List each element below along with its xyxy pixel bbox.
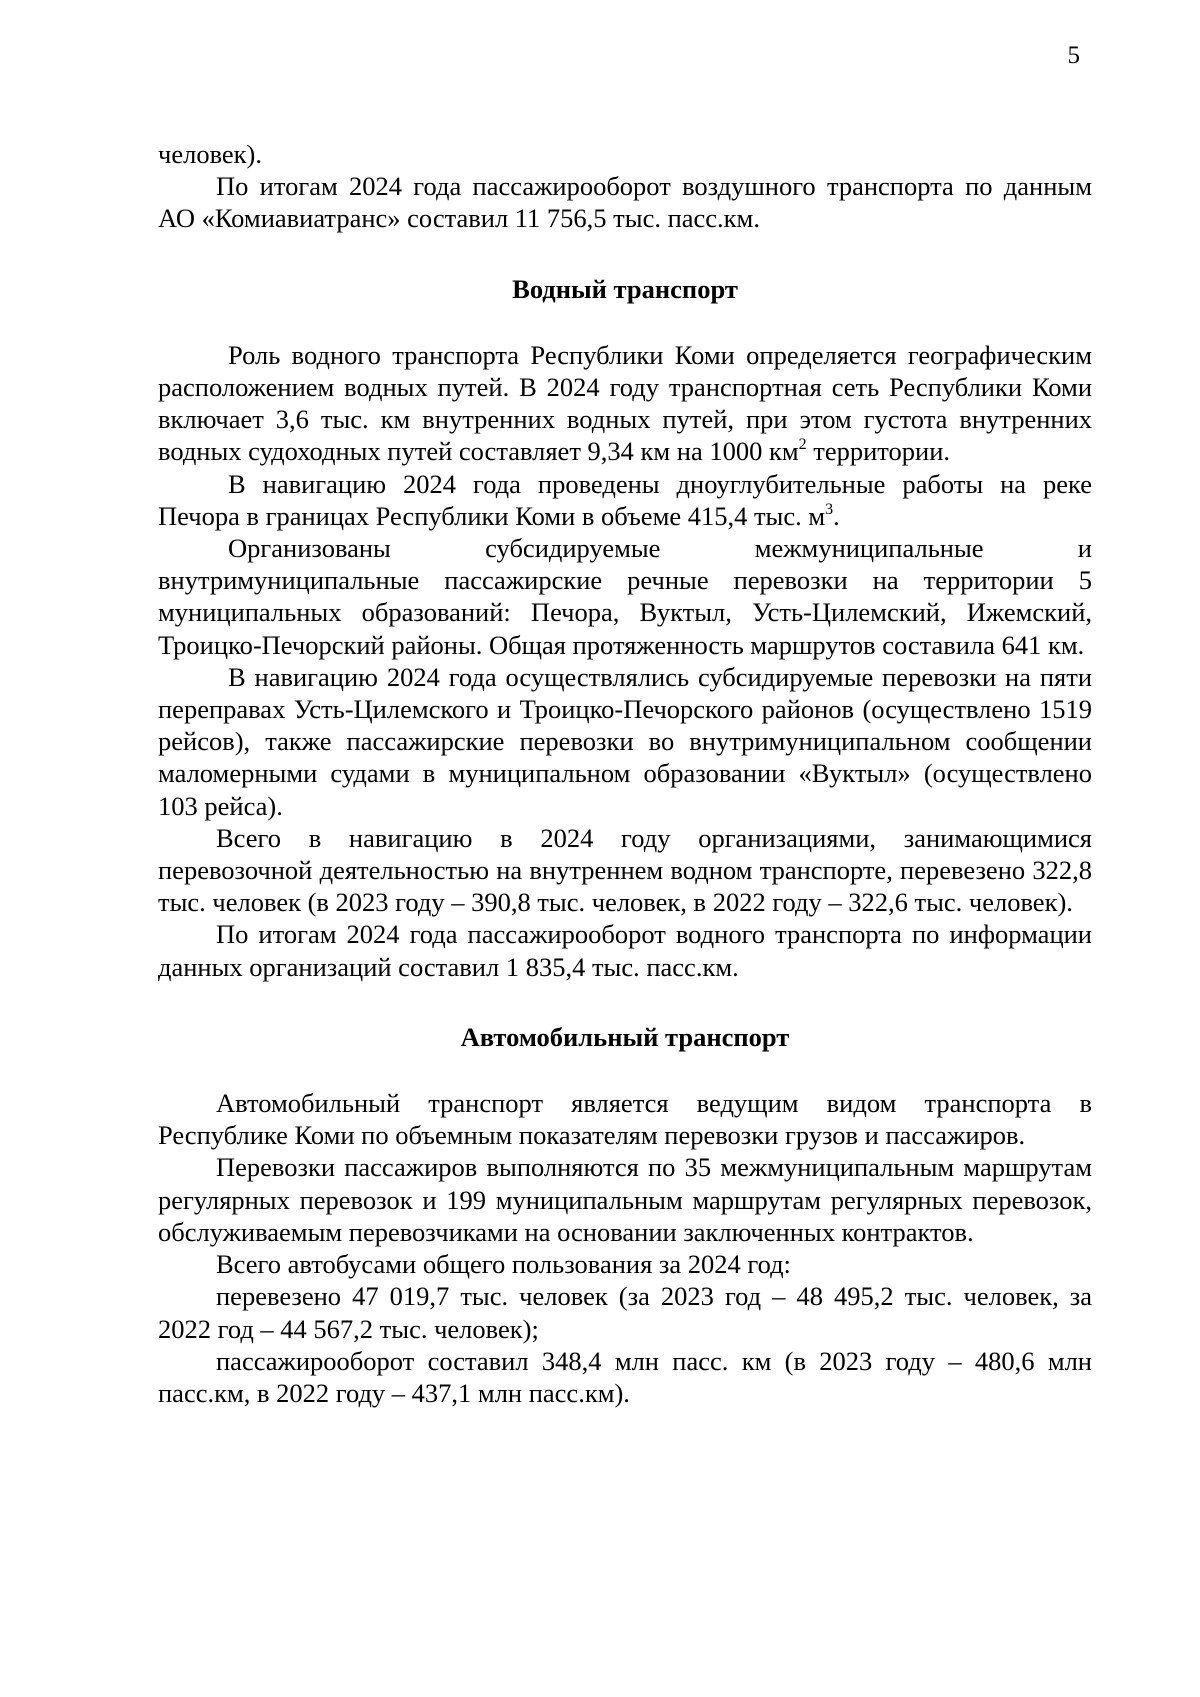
water-transport-heading: Водный транспорт	[512, 273, 738, 304]
road-turnover-paragraph: пассажирооборот составил 348,4 млн пасс. км (в 2023 году – 480,6 млн пасс.км, в 2022 году – 437,1 млн пасс.км).	[158, 1345, 1092, 1408]
water-turnover-paragraph: По итогам 2024 года пассажирооборот водного транспорта по информации данных организаций составил 1 835,4 тыс. пасс.км.	[158, 919, 1092, 982]
water-total-paragraph: Всего в навигацию в 2024 году организациями, занимающимися перевозочной деятельностью на внутреннем водном транспорте, перевезено 322,8 тыс. человек (в 2023 году – 390,8 тыс. человек, в 2022 году – 322,6 тыс. человек).	[158, 822, 1092, 918]
road-routes-paragraph: Перевозки пассажиров выполняются по 35 межмуниципальным маршрутам регулярных перевозок и 199 муниципальным маршрутам регулярных перевозок, обслуживаемым перевозчиками на основании заключенных контрактов.	[158, 1152, 1092, 1247]
water-dredging-end: .	[833, 500, 840, 531]
road-buses-total-paragraph: Всего автобусами общего пользования за 2024 год:	[216, 1249, 791, 1280]
water-role-superscript: 2	[798, 436, 807, 454]
water-dredging-text: В навигацию 2024 года проведены дноуглубительные работы на реке Печора в границах Республики Коми в объеме 415,4 тыс. м	[158, 468, 1092, 531]
road-carried-paragraph: перевезено 47 019,7 тыс. человек (за 2023 год – 48 495,2 тыс. человек, за 2022 год – 44 567,2 тыс. человек);	[158, 1281, 1092, 1344]
water-role-end: территории.	[806, 436, 951, 467]
water-dredging-paragraph	[158, 468, 1092, 532]
water-role-paragraph	[158, 339, 1092, 468]
air-passenger-turnover-paragraph: По итогам 2024 года пассажирооборот воздушного транспорта по данным АО «Комиавиатранс» составил 11 756,5 тыс. пасс.км.	[158, 171, 1092, 234]
road-leading-paragraph: Автомобильный транспорт является ведущим видом транспорта в Республике Коми по объемным показателям перевозки грузов и пассажиров.	[158, 1088, 1092, 1151]
water-organized-paragraph: Организованы субсидируемые межмуниципальные и внутримуниципальные пассажирские речные перевозки на территории 5 муниципальных образований: Печора, Вуктыл, Усть-Цилемский, Ижемский, Троицко-Печорский районы. Общая протяженность маршрутов составила 641 км.	[158, 533, 1092, 660]
air-continuation-paragraph: человек).	[158, 139, 263, 169]
water-role-text: Роль водного транспорта Республики Коми определяется географическим расположением водных путей. В 2024 году транспортная сеть Республики Коми включает 3,6 тыс. км внутренних водных путей, при этом густота внутренних водных судоходных путей составляет 9,34 км на 1000 км	[158, 339, 1092, 467]
water-crossings-paragraph: В навигацию 2024 года осуществлялись субсидируемые перевозки на пяти переправах Усть-Цилемского и Троицко-Печорского районов (осуществлено 1519 рейсов), также пассажирские перевозки во внутримуниципальном сообщении маломерными судами в муниципальном образовании «Вуктыл» (осуществлено 103 рейса).	[158, 661, 1092, 821]
page-number: 5	[1067, 42, 1080, 69]
water-dredging-superscript: 3	[825, 500, 834, 518]
road-transport-heading: Автомобильный транспорт	[460, 1021, 790, 1052]
document-body	[158, 138, 1092, 1409]
